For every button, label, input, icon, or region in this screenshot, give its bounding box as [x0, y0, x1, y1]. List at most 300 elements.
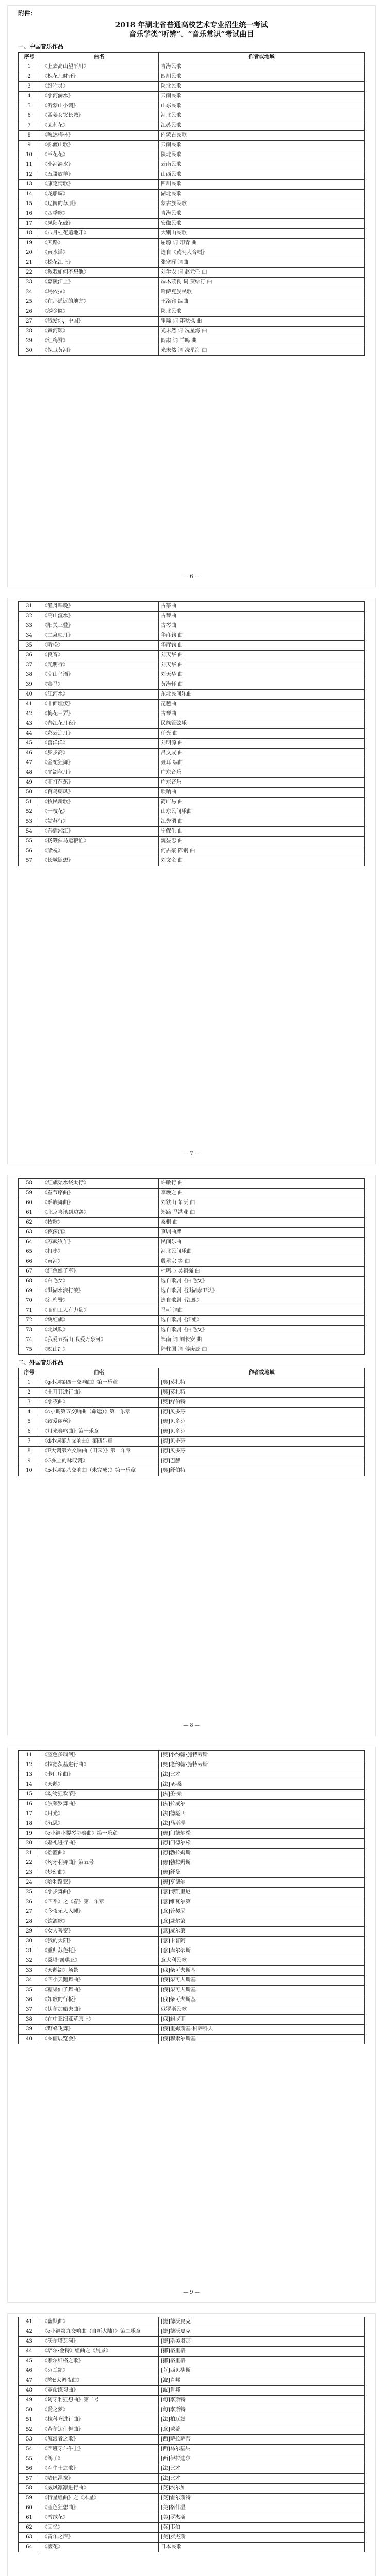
table-row: [19, 72, 365, 82]
table-row: [19, 1878, 365, 1888]
cell-author: 云南民歌: [159, 160, 365, 170]
table-row: [19, 1417, 365, 1427]
cell-no: 74: [19, 1335, 40, 1345]
cell-no: 10: [19, 1466, 40, 1476]
cell-no: 54: [19, 2445, 40, 2454]
cell-name: 《月光奏鸣曲》第一乐章: [40, 1427, 159, 1437]
table-row: [19, 2425, 365, 2435]
cell-no: 62: [19, 1218, 40, 1228]
cell-author: 屈塬 词 印青 曲: [159, 239, 365, 248]
table-row: [19, 1437, 365, 1447]
cell-no: 61: [19, 2513, 40, 2523]
cell-name: 《喜洋洋》: [40, 739, 159, 749]
cell-author: 刘天华 曲: [159, 670, 365, 680]
table-row: [19, 268, 365, 278]
cell-name: 《梦幻曲》: [40, 1868, 159, 1878]
table-row: [19, 846, 365, 856]
cell-no: 59: [19, 2494, 40, 2503]
cell-name: 《长城随想》: [40, 856, 159, 866]
cell-author: 古筝曲: [159, 602, 365, 612]
cell-name: 《阳关三叠》: [40, 621, 159, 631]
cell-no: 33: [19, 621, 40, 631]
cell-no: 28: [19, 327, 40, 336]
cell-name: 《咱们工人有力量》: [40, 1306, 159, 1316]
cell-no: 22: [19, 268, 40, 278]
cell-author: 四川民歌: [159, 72, 365, 82]
cell-no: 27: [19, 317, 40, 327]
cell-name: 《土耳其进行曲》: [40, 1388, 159, 1398]
cell-no: 41: [19, 2317, 40, 2327]
cell-name: 《拉科齐进行曲》: [40, 2415, 159, 2425]
cell-name: 《威风凛凛进行曲》: [40, 2484, 159, 2494]
cell-name: 《樱花》: [40, 2543, 159, 2552]
cell-name: 《雪绒花》: [40, 2513, 159, 2523]
cell-name: 《牧民新歌》: [40, 798, 159, 807]
cell-no: 41: [19, 700, 40, 709]
cell-no: 47: [19, 2376, 40, 2386]
table-row: [19, 317, 365, 327]
cell-author: [德]巴赫: [159, 1456, 365, 1466]
cell-name: 《步步高》: [40, 749, 159, 758]
cell-author: 桑桐 曲: [159, 1218, 365, 1228]
cell-author: 琵琶曲: [159, 700, 365, 709]
cell-name: 《辽阔的草原》: [40, 199, 159, 209]
cell-name: 《野蜂飞舞》: [40, 2025, 159, 2035]
cell-no: 15: [19, 199, 40, 209]
cell-name: 《北京喜讯到边寨》: [40, 1208, 159, 1218]
cell-author: [波]肖邦: [159, 2386, 365, 2396]
cell-name: 《彩云追月》: [40, 729, 159, 739]
cell-name: 《图画展览会》: [40, 2035, 159, 2044]
table-row: [19, 788, 365, 798]
table-row: [19, 1189, 365, 1198]
table-row: [19, 297, 365, 307]
cell-no: 48: [19, 2386, 40, 2396]
table-row: [19, 287, 365, 297]
cell-author: 江先渭 曲: [159, 817, 365, 827]
cell-author: [捷]德沃夏克: [159, 2317, 365, 2327]
table-row: [19, 758, 365, 768]
cell-no: 38: [19, 670, 40, 680]
table-row: [19, 199, 365, 209]
cell-no: 12: [19, 1760, 40, 1770]
table-row: [19, 180, 365, 190]
cell-author: [法]柏辽兹: [159, 2415, 365, 2425]
table-row: [19, 2376, 365, 2386]
cell-no: 30: [19, 1937, 40, 1946]
cell-name: 《苏武牧羊》: [40, 1238, 159, 1247]
cell-no: 66: [19, 1257, 40, 1267]
table-row: [19, 2396, 365, 2405]
cell-author: 河北民间乐曲: [159, 1247, 365, 1257]
cell-name: 《教我如何不想他》: [40, 268, 159, 278]
cell-no: 12: [19, 170, 40, 180]
cell-name: 《黄河颂》: [40, 327, 159, 336]
cell-author: [挪]格里格: [159, 2357, 365, 2366]
table-row: [19, 798, 365, 807]
document-page: [7, 598, 376, 1164]
cell-no: 56: [19, 846, 40, 856]
column-header-author: 作者或地域: [159, 53, 365, 62]
table-row: [19, 229, 365, 239]
cell-author: 宁保生 曲: [159, 827, 365, 837]
cell-no: 33: [19, 1966, 40, 1976]
cell-name: 《赛马》: [40, 680, 159, 690]
table-row: [19, 1286, 365, 1296]
cell-author: [美]罗杰斯: [159, 2513, 365, 2523]
table-row: [19, 1257, 365, 1267]
cell-no: 11: [19, 1751, 40, 1760]
cell-name: 《春江花月夜》: [40, 719, 159, 729]
cell-no: 35: [19, 641, 40, 651]
table-row: [19, 2454, 365, 2464]
table-row: [19, 2445, 365, 2454]
cell-author: 蒙古族民歌: [159, 199, 365, 209]
cell-author: 魏显忠 曲: [159, 837, 365, 846]
cell-name: 《白毛女》: [40, 1277, 159, 1286]
cell-name: 《音乐之声》: [40, 2533, 159, 2543]
cell-name: 《百鸟朝凤》: [40, 788, 159, 798]
cell-no: 60: [19, 2503, 40, 2513]
cell-no: 37: [19, 660, 40, 670]
cell-author: [匈]李斯特: [159, 2396, 365, 2405]
column-header-no: 序号: [19, 53, 40, 62]
cell-name: 《赶牲灵》: [40, 82, 159, 92]
table-row: [19, 2337, 365, 2347]
table-row: [19, 1398, 365, 1408]
cell-name: 《平湖秋月》: [40, 768, 159, 778]
cell-author: 聂耳 编曲: [159, 758, 365, 768]
cell-no: 71: [19, 1306, 40, 1316]
cell-author: 选自歌剧《白毛女》: [159, 1277, 365, 1286]
cell-name: 《索尔维格之歌》: [40, 2357, 159, 2366]
cell-author: [意]库尔蒂斯: [159, 1946, 365, 1956]
cell-no: 63: [19, 2533, 40, 2543]
table-row: [19, 641, 365, 651]
cell-author: 陕北民歌: [159, 307, 365, 317]
cell-name: 《匈牙利狂想曲》第二号: [40, 2396, 159, 2405]
table-row: [19, 111, 365, 121]
table-row: [19, 2494, 365, 2503]
cell-author: 云南民歌: [159, 92, 365, 101]
cell-author: 郑路 马洪业 曲: [159, 1208, 365, 1218]
table-row: [19, 121, 365, 131]
cell-author: 瞿琮 词 郑秋枫 曲: [159, 317, 365, 327]
table-row: [19, 1408, 365, 1417]
table-row: [19, 2327, 365, 2337]
cell-author: 民间乐曲: [159, 1238, 365, 1247]
table-row: [19, 1956, 365, 1966]
cell-no: 7: [19, 121, 40, 131]
cell-name: 《绣金匾》: [40, 307, 159, 317]
cell-author: [奥]小约翰·施特劳斯: [159, 1751, 365, 1760]
table-row: [19, 749, 365, 758]
document-subtitle: 音乐学类“听辨”、“音乐常识”考试曲目: [129, 30, 254, 39]
cell-name: 《芬兰颂》: [40, 2366, 159, 2376]
cell-author: [俄]柴可夫斯基: [159, 1976, 365, 1986]
cell-author: [挪]格里格: [159, 2347, 365, 2357]
table-row: [19, 1378, 365, 1388]
table-row: [19, 1760, 365, 1770]
cell-no: 15: [19, 1790, 40, 1800]
cell-name: 《匈牙利舞曲》第五号: [40, 1858, 159, 1868]
cell-author: 刘半农 词 赵元任 曲: [159, 268, 365, 278]
cell-no: 46: [19, 2366, 40, 2376]
cell-no: 45: [19, 739, 40, 749]
cell-name: 《伏尔加船夫曲》: [40, 2005, 159, 2015]
table-row: [19, 1751, 365, 1760]
cell-author: 殷承宗 等 曲: [159, 1257, 365, 1267]
cell-name: 《在中亚细亚草原上》: [40, 2015, 159, 2025]
table-row: [19, 1829, 365, 1839]
cell-name: 《八月桂花遍地开》: [40, 229, 159, 239]
cell-author: [意]威尔第: [159, 1927, 365, 1937]
cell-author: 阎肃 词 羊鸣 曲: [159, 336, 365, 346]
cell-name: 《西班牙斗牛士》: [40, 2445, 159, 2454]
cell-author: 民族管弦乐: [159, 719, 365, 729]
cell-no: 31: [19, 1946, 40, 1956]
cell-author: 刘明源 曲: [159, 739, 365, 749]
table-row: [19, 2543, 365, 2552]
table-row: [19, 778, 365, 788]
cell-name: 《光明行》: [40, 660, 159, 670]
cell-name: 《瑶族舞曲》: [40, 1198, 159, 1208]
cell-name: 《红梅赞》: [40, 336, 159, 346]
table-row: [19, 1897, 365, 1907]
cell-author: [西]伊拉迪尔: [159, 2454, 365, 2464]
cell-no: 6: [19, 111, 40, 121]
cell-no: 3: [19, 82, 40, 92]
table-row: [19, 1809, 365, 1819]
table-row: [19, 2474, 365, 2484]
cell-no: 64: [19, 1238, 40, 1247]
cell-name: 《爱之梦》: [40, 2405, 159, 2415]
cell-name: 《查尔达什舞曲》: [40, 2425, 159, 2435]
cell-author: [奥]莫扎特: [159, 1388, 365, 1398]
table-row: [19, 1316, 365, 1326]
cell-author: [意]威尔第: [159, 1917, 365, 1927]
cell-name: 《一枝花》: [40, 807, 159, 817]
table-row: [19, 602, 365, 612]
table-row: [19, 141, 365, 150]
cell-name: 《回忆》: [40, 2523, 159, 2533]
table-row: [19, 1208, 365, 1218]
cell-no: 70: [19, 1296, 40, 1306]
cell-name: 《d小调第九交响曲》第四乐章: [40, 1437, 159, 1447]
cell-name: 《春到湘江》: [40, 827, 159, 837]
table-row: [19, 278, 365, 287]
cell-name: 《哈利路亚》: [40, 1878, 159, 1888]
cell-author: [德]舒曼: [159, 1868, 365, 1878]
table-row: [19, 1790, 365, 1800]
table-row: [19, 190, 365, 199]
cell-no: 26: [19, 307, 40, 317]
cell-no: 45: [19, 2357, 40, 2366]
cell-name: 《小河淌水》: [40, 160, 159, 170]
cell-no: 43: [19, 719, 40, 729]
cell-author: [西]马尔基纳: [159, 2445, 365, 2454]
table-row: [19, 92, 365, 101]
table-row: [19, 239, 365, 248]
table-row: [19, 729, 365, 739]
cell-no: 17: [19, 219, 40, 229]
table-row: [19, 336, 365, 346]
cell-no: 20: [19, 1839, 40, 1849]
cell-no: 11: [19, 160, 40, 170]
table-row: [19, 631, 365, 641]
cell-author: [西]萨拉萨蒂: [159, 2435, 365, 2445]
cell-name: 《沃尔塔瓦河》: [40, 2337, 159, 2347]
cell-no: 44: [19, 2347, 40, 2357]
table-row: [19, 1800, 365, 1809]
cell-name: 《桑塔·露琪亚》: [40, 1956, 159, 1966]
cell-no: 47: [19, 758, 40, 768]
cell-no: 57: [19, 2474, 40, 2484]
section-heading: 二、外国音乐作品: [18, 1359, 63, 1366]
table-row: [19, 1247, 365, 1257]
page-number: — 9 —: [183, 2290, 200, 2295]
cell-author: [法]圣-桑: [159, 1790, 365, 1800]
cell-no: 42: [19, 2327, 40, 2337]
table-row: [19, 1888, 365, 1897]
cell-no: 21: [19, 1849, 40, 1858]
cell-no: 53: [19, 2435, 40, 2445]
cell-no: 51: [19, 2415, 40, 2425]
cell-author: 何占豪 陈钢 曲: [159, 846, 365, 856]
cell-name: 《摇篮曲》: [40, 1849, 159, 1858]
cell-author: [法]马斯涅: [159, 1819, 365, 1829]
table-row: [19, 248, 365, 258]
table-row: [19, 62, 365, 72]
cell-name: 《沉思》: [40, 1819, 159, 1829]
table-header-row: [19, 1368, 365, 1378]
cell-author: 光未然 词 冼星海 曲: [159, 327, 365, 336]
cell-name: 《小夜曲》: [40, 1398, 159, 1408]
cell-author: 杜鸣心 吴祖强 曲: [159, 1267, 365, 1277]
table-row: [19, 660, 365, 670]
cell-author: 山东民间乐曲: [159, 807, 365, 817]
cell-no: 61: [19, 1208, 40, 1218]
cell-no: 7: [19, 1437, 40, 1447]
cell-author: [德]贝多芬: [159, 1437, 365, 1447]
cell-no: 46: [19, 749, 40, 758]
cell-author: 日本民歌: [159, 2543, 365, 2552]
cell-no: 17: [19, 1809, 40, 1819]
cell-name: 《打枣》: [40, 1247, 159, 1257]
table-row: [19, 2484, 365, 2494]
cell-no: 31: [19, 602, 40, 612]
cell-no: 50: [19, 2405, 40, 2415]
cell-author: 江苏民歌: [159, 121, 365, 131]
cell-name: 《江河水》: [40, 690, 159, 700]
cell-author: 郑南 词 刘长安 曲: [159, 1335, 365, 1345]
table-row: [19, 1868, 365, 1878]
cell-author: [意]博凯里尼: [159, 1888, 365, 1897]
cell-no: 56: [19, 2464, 40, 2474]
cell-author: [意]维瓦尔第: [159, 1897, 365, 1907]
cell-name: 《红旗渠水绕太行》: [40, 1179, 159, 1189]
cell-author: 内蒙古民歌: [159, 131, 365, 141]
cell-name: 《G弦上的咏叹调》: [40, 1456, 159, 1466]
cell-author: [美]罗杰斯: [159, 2533, 365, 2543]
cell-name: 《良宵》: [40, 651, 159, 660]
cell-author: [奥]舒伯特: [159, 1466, 365, 1476]
cell-author: [奥]莫扎特: [159, 1378, 365, 1388]
cell-no: 32: [19, 612, 40, 621]
cell-author: 光未然 词 冼星海 曲: [159, 346, 365, 356]
cell-author: 陆柱国 词 傅庚辰 曲: [159, 1345, 365, 1355]
cell-no: 63: [19, 1228, 40, 1238]
cell-author: 华彦钧 曲: [159, 641, 365, 651]
cell-author: [俄]柴可夫斯基: [159, 1995, 365, 2005]
cell-no: 1: [19, 1378, 40, 1388]
cell-author: [德]贝多芬: [159, 1417, 365, 1427]
table-row: [19, 1238, 365, 1247]
cell-author: [匈]李斯特: [159, 2405, 365, 2415]
table-row: [19, 1780, 365, 1790]
table-row: [19, 807, 365, 817]
cell-name: 《卡门序曲》: [40, 1770, 159, 1780]
cell-author: 刘文金 曲: [159, 856, 365, 866]
table-row: [19, 160, 365, 170]
cell-name: 《黄河》: [40, 1257, 159, 1267]
cell-author: [俄]柴可夫斯基: [159, 1966, 365, 1976]
table-header-row: [19, 53, 365, 62]
cell-name: 《饮酒歌》: [40, 1917, 159, 1927]
table-row: [19, 150, 365, 160]
cell-name: 《革命练习曲》: [40, 2386, 159, 2396]
table-row: [19, 1228, 365, 1238]
cell-author: 选自歌剧《江姐》: [159, 1316, 365, 1326]
cell-no: 8: [19, 1447, 40, 1456]
table-row: [19, 1995, 365, 2005]
cell-name: 《梅花三弄》: [40, 709, 159, 719]
cell-no: 19: [19, 1829, 40, 1839]
cell-author: 许敬行 曲: [159, 1179, 365, 1189]
table-row: [19, 690, 365, 700]
table-row: [19, 719, 365, 729]
cell-author: 刘天华 曲: [159, 660, 365, 670]
cell-no: 19: [19, 239, 40, 248]
cell-no: 22: [19, 1858, 40, 1868]
cell-no: 59: [19, 1189, 40, 1198]
cell-author: 广东音乐: [159, 768, 365, 778]
cell-no: 34: [19, 1976, 40, 1986]
cell-author: [芬]西贝柳斯: [159, 2366, 365, 2376]
cell-no: 9: [19, 141, 40, 150]
cell-name: 《b小调第八交响曲（未完成）》第一乐章: [40, 1466, 159, 1476]
cell-no: 39: [19, 680, 40, 690]
cell-no: 29: [19, 336, 40, 346]
cell-no: 48: [19, 768, 40, 778]
table-row: [19, 2415, 365, 2425]
table-row: [19, 2503, 365, 2513]
cell-author: 东北民间乐曲: [159, 690, 365, 700]
cell-author: [法]圣-桑: [159, 1780, 365, 1790]
document-page: [7, 1175, 376, 1736]
table-row: [19, 1466, 365, 1476]
cell-name: 《红色娘子军》: [40, 1267, 159, 1277]
cell-no: 44: [19, 729, 40, 739]
page-number: — 6 —: [183, 574, 200, 580]
cell-author: 端木蕻良 词 贺绿汀 曲: [159, 278, 365, 287]
cell-author: [俄]穆索尔斯基: [159, 2035, 365, 2044]
cell-author: [法]拉威尔: [159, 1800, 365, 1809]
table-row: [19, 1839, 365, 1849]
cell-no: 14: [19, 1780, 40, 1790]
cell-name: 《兰花花》: [40, 150, 159, 160]
table-row: [19, 2405, 365, 2415]
